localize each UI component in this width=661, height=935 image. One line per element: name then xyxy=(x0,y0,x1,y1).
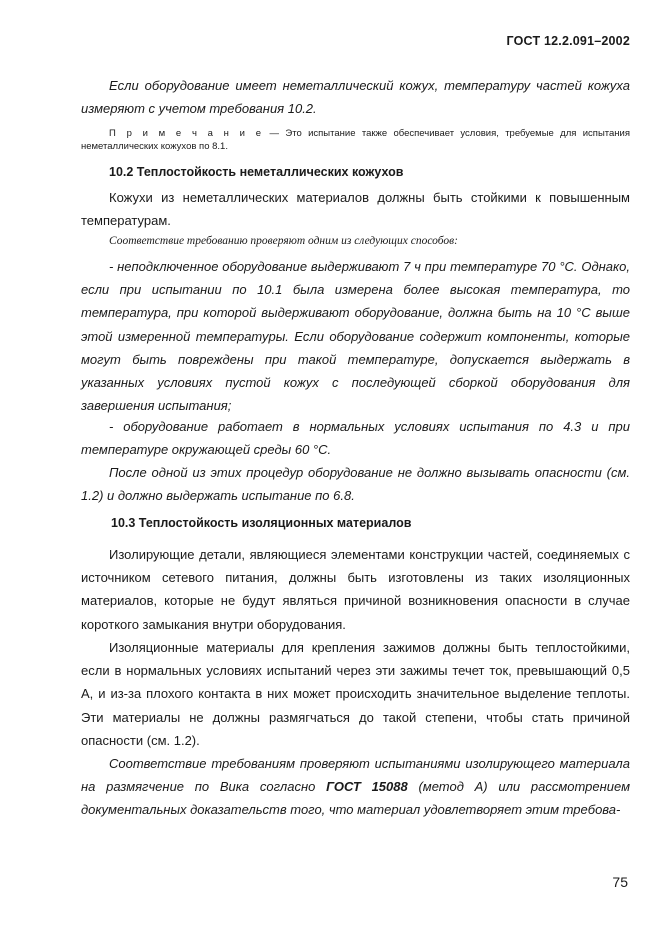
note-paragraph xyxy=(81,128,630,153)
conclusion-paragraph: После одной из этих процедур оборудование не должно вызывать опасности (см. 1.2) и должно выдержать испытание по 6.8. xyxy=(81,465,630,504)
section-10-2-paragraph: Кожухи из неметаллических материалов должны быть стойкими к повышенным температурам. xyxy=(81,190,630,229)
note-label: П р и м е ч а н и е xyxy=(109,128,264,139)
note-text: — Это испытание также обеспечивает условия, требуемые для испытания неметаллических кожухов по 8.1. xyxy=(81,128,630,152)
section-10-2-heading: 10.2 Теплостойкость неметаллических кожухов xyxy=(109,165,404,179)
gost-reference: ГОСТ 15088 xyxy=(326,779,408,795)
section-10-3-paragraph-3 xyxy=(81,752,630,822)
method-2-paragraph: - оборудование работает в нормальных условиях испытания по 4.3 и при температуре окружающей среды 60 °С. xyxy=(81,419,630,458)
section-10-3-paragraph-1: Изолирующие детали, являющиеся элементами конструкции частей, соединяемых с источником сетевого питания, должны быть изготовлены из таких изоляционных материалов, которые не будут являться причиной возникновения опасности в случае короткого замыкания внутри оборудования. xyxy=(81,547,630,632)
section-10-3-paragraph-2: Изоляционные материалы для крепления зажимов должны быть теплостойкими, если в нормальных условиях испытаний через эти зажимы течет ток, превышающий 0,5 А, и из-за плохого контакта в них может происходить значительное выделение теплоты. Эти материалы не должны размягчаться до такой степени, чтобы стать причиной опасности (см. 1.2). xyxy=(81,640,630,748)
intro-paragraph: Если оборудование имеет неметаллический кожух, температуру частей кожуха измеряют с учетом требования 10.2. xyxy=(81,78,630,117)
methods-intro: Соответствие требованию проверяют одним из следующих способов: xyxy=(109,235,458,247)
para3-text-start: Соответствие требованиям проверяют испытаниями изолирующего материала на размягчение по Вика согласно xyxy=(81,756,630,795)
standard-designation: ГОСТ 12.2.091–2002 xyxy=(506,34,630,48)
page-number: 75 xyxy=(612,874,628,890)
method-1-paragraph: - неподключенное оборудование выдерживают 7 ч при температуре 70 °С. Однако, если при испытании по 10.1 была измерена более высокая температура, то температура, при которой выдерживают оборудование, должна быть на 10 °С выше этой измеренной температуры. Если оборудование содержит компоненты, которые могут быть повреждены при такой температуре, допускается выдержать в указанных условиях пустой кожух с последующей сборкой оборудования для завершения испытания; xyxy=(81,259,630,414)
section-10-3-heading: 10.3 Теплостойкость изоляционных материалов xyxy=(111,516,412,530)
para3-text-end: (метод А) или рассмотрением документальных доказательств того, что материал удовлетворяет этим требова- xyxy=(81,779,631,818)
